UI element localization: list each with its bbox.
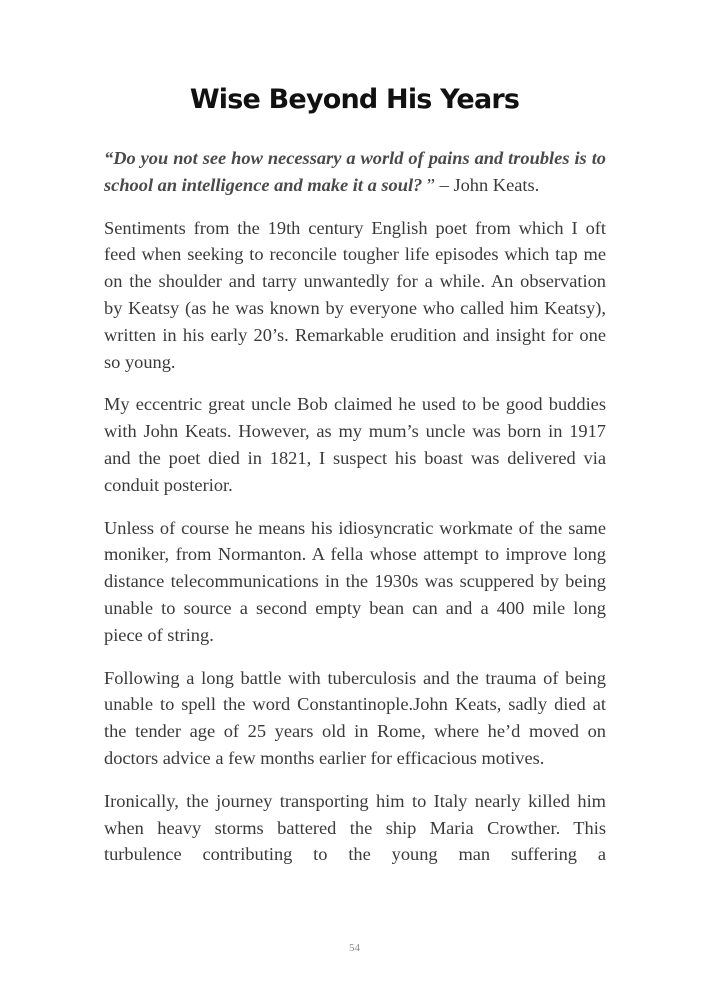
paragraph: Following a long battle with tuberculosis and the trauma of being unable to spell the word Constantinople.John Keats, sadly died at the tender age of 25 years old in Rome, where he’d moved on doctors advice a few months earlier for efficacious motives. [104, 667, 606, 768]
page-title: Wise Beyond His Years [189, 84, 520, 115]
paragraph: Sentiments from the 19th century English poet from which I oft feed when seeking to reconcile tougher life episodes which tap me on the shoulder and tarry unwantedly for a while. An observation by Keatsy (as he was known by everyone who called him Keatsy), written in his early 20’s. Remarkable erudition and insight for one so young. [104, 217, 606, 372]
paragraph: My eccentric great uncle Bob claimed he used to be good buddies with John Keats. However, as my mum’s uncle was born in 1917 and the poet died in 1821, I suspect his boast was delivered via conduit posterior. [104, 394, 606, 495]
page-number: 54 [349, 942, 360, 954]
body-text [104, 145, 606, 884]
quote-paragraph [104, 145, 606, 199]
quote-attribution: ” – John Keats. [426, 174, 540, 195]
paragraph: Ironically, the journey transporting him to Italy nearly killed him when heavy storms battered the ship Maria Crowther. This turbulence contributing to the young man suffering a [104, 790, 606, 865]
quote-text: “Do you not see how necessary a world of pains and troubles is to school an intelligence and make it a soul? [104, 148, 606, 195]
paragraph: Unless of course he means his idiosyncratic workmate of the same moniker, from Normanton. A fella whose attempt to improve long distance telecommunications in the 1930s was scuppered by being unable to source a second empty bean can and a 400 mile long piece of string. [104, 517, 606, 645]
